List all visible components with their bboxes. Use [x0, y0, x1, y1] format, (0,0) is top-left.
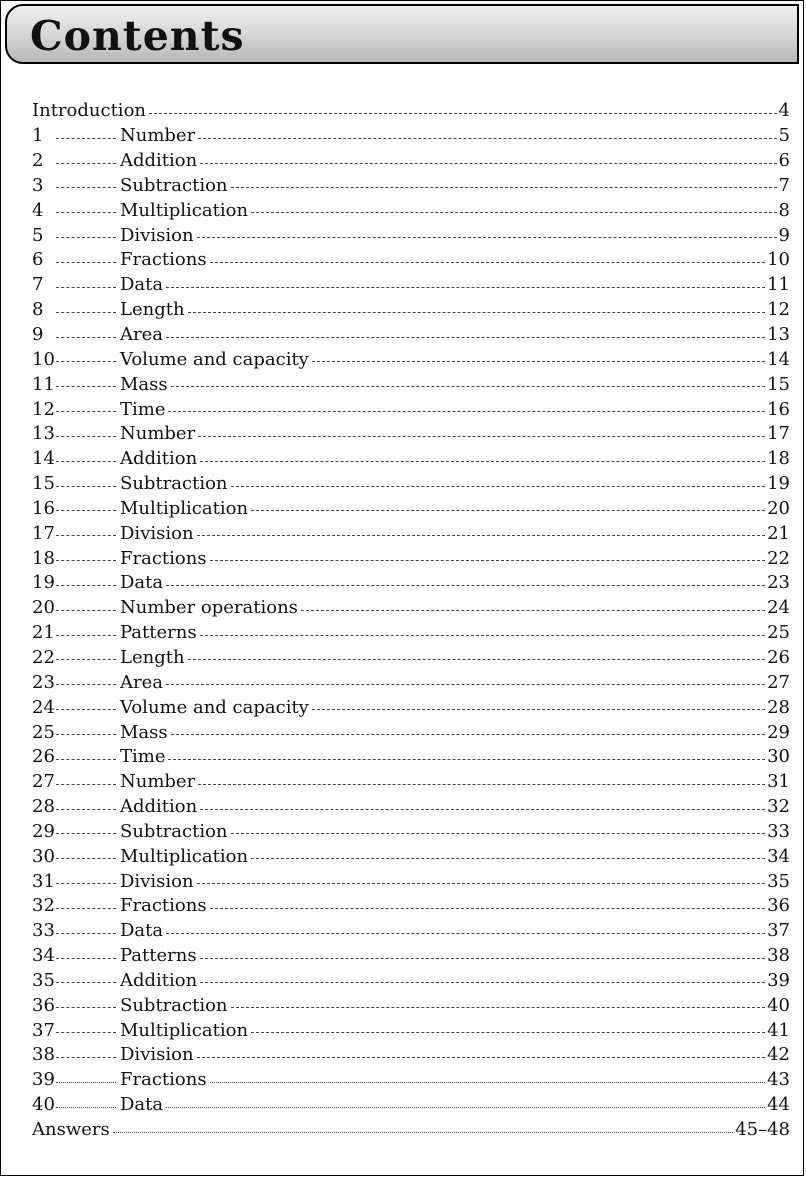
toc-page-number: 15 — [767, 373, 790, 395]
toc-entry-row[interactable] — [32, 819, 790, 844]
toc-entry-topic: Fractions — [120, 1069, 207, 1091]
toc-leader — [56, 386, 116, 387]
toc-leader — [56, 163, 116, 164]
toc-leader — [231, 1007, 766, 1008]
toc-entry-row[interactable] — [32, 298, 790, 323]
toc-leader — [200, 163, 776, 164]
toc-leader — [197, 1057, 766, 1058]
toc-entry-topic: Patterns — [120, 622, 197, 644]
toc-entry-topic: Number — [120, 125, 196, 147]
toc-entry-row[interactable] — [32, 1018, 790, 1043]
toc-entry-number: 29 — [32, 820, 55, 842]
toc-leader — [56, 1057, 116, 1058]
toc-entry-number: 28 — [32, 796, 55, 818]
toc-page-number: 32 — [767, 796, 790, 818]
toc-leader — [56, 858, 116, 859]
toc-entry-topic: Subtraction — [120, 994, 228, 1016]
toc-page-number: 9 — [778, 224, 790, 246]
toc-entry-number: 3 — [32, 174, 44, 196]
toc-leader — [200, 809, 765, 810]
toc-page-number: 14 — [767, 348, 790, 370]
toc-leader — [200, 461, 765, 462]
toc-entry-number: 19 — [32, 572, 55, 594]
toc-entry-number: 31 — [32, 870, 55, 892]
toc-leader — [166, 1107, 765, 1108]
title-banner — [5, 4, 799, 64]
toc-leader — [312, 361, 765, 362]
toc-entry-row[interactable] — [32, 1093, 790, 1118]
toc-entry-number: 30 — [32, 845, 55, 867]
toc-entry-number: 38 — [32, 1044, 55, 1066]
toc-entry-topic: Fractions — [120, 547, 207, 569]
toc-leader — [56, 337, 116, 338]
toc-leader — [56, 1107, 116, 1108]
toc-intro-label: Introduction — [32, 100, 146, 122]
toc-entry-topic: Addition — [120, 969, 198, 991]
toc-page-number: 7 — [778, 174, 790, 196]
toc-page-number: 23 — [767, 572, 790, 594]
toc-page-number: 21 — [767, 522, 790, 544]
toc-leader — [113, 1132, 733, 1133]
toc-leader — [231, 187, 777, 188]
toc-leader — [56, 734, 116, 735]
toc-entry-number: 34 — [32, 945, 55, 967]
toc-entry-number: 22 — [32, 646, 55, 668]
toc-leader — [166, 933, 765, 934]
toc-entry-topic: Fractions — [120, 895, 207, 917]
page-title: Contents — [30, 12, 245, 60]
toc-entry-number: 8 — [32, 299, 44, 321]
toc-leader — [168, 411, 765, 412]
toc-entry-row[interactable] — [32, 497, 790, 522]
toc-page-number: 10 — [767, 249, 790, 271]
toc-leader — [251, 1032, 765, 1033]
toc-leader — [166, 337, 765, 338]
toc-leader — [210, 908, 766, 909]
toc-leader — [56, 212, 116, 213]
toc-leader — [56, 560, 116, 561]
toc-entry-number: 37 — [32, 1019, 55, 1041]
toc-entry-topic: Subtraction — [120, 820, 228, 842]
toc-leader — [188, 312, 766, 313]
toc-entry-row[interactable] — [32, 447, 790, 472]
toc-entry-number: 14 — [32, 448, 55, 470]
toc-leader — [56, 709, 116, 710]
toc-leader — [166, 684, 765, 685]
toc-entry-number: 16 — [32, 497, 55, 519]
toc-entry-topic: Mass — [120, 373, 168, 395]
toc-entry-number: 32 — [32, 895, 55, 917]
toc-entry-row[interactable] — [32, 323, 790, 348]
toc-entry-topic: Multiplication — [120, 199, 249, 221]
toc-leader — [56, 187, 116, 188]
toc-leader — [56, 833, 116, 834]
toc-leader — [197, 883, 766, 884]
toc-answers-row[interactable] — [32, 1118, 790, 1143]
toc-entry-row[interactable] — [32, 770, 790, 795]
toc-page-number: 18 — [767, 448, 790, 470]
toc-page-number: 12 — [767, 299, 790, 321]
toc-entry-row[interactable] — [32, 174, 790, 199]
toc-entry-topic: Division — [120, 1044, 194, 1066]
toc-entry-topic: Volume and capacity — [120, 696, 309, 718]
toc-entry-number: 6 — [32, 249, 44, 271]
toc-page-number: 37 — [767, 920, 790, 942]
toc-page-number: 26 — [767, 646, 790, 668]
toc-leader — [56, 908, 116, 909]
toc-page-number: 27 — [767, 671, 790, 693]
toc-leader — [188, 659, 766, 660]
toc-entry-row[interactable] — [32, 198, 790, 223]
toc-leader — [56, 883, 116, 884]
toc-leader — [168, 759, 765, 760]
toc-entry-topic: Area — [120, 324, 163, 346]
toc-leader — [210, 262, 766, 263]
toc-leader — [198, 436, 765, 437]
toc-leader — [56, 809, 116, 810]
toc-page-number: 13 — [767, 324, 790, 346]
toc-entry-row[interactable] — [32, 596, 790, 621]
toc-page-number: 28 — [767, 696, 790, 718]
toc-entry-number: 7 — [32, 274, 44, 296]
toc-leader — [197, 535, 766, 536]
toc-entry-topic: Fractions — [120, 249, 207, 271]
toc-entry-topic: Multiplication — [120, 497, 249, 519]
toc-entry-topic: Subtraction — [120, 473, 228, 495]
toc-entry-topic: Data — [120, 274, 164, 296]
toc-leader — [312, 709, 765, 710]
toc-leader — [56, 262, 116, 263]
toc-page-number: 44 — [767, 1094, 790, 1116]
toc-entry-number: 27 — [32, 771, 55, 793]
toc-entry-row[interactable] — [32, 1068, 790, 1093]
toc-page-number: 22 — [767, 547, 790, 569]
toc-leader — [56, 684, 116, 685]
toc-page-number: 17 — [767, 423, 790, 445]
toc-leader — [231, 833, 766, 834]
toc-leader — [198, 784, 765, 785]
toc-entry-number: 20 — [32, 597, 55, 619]
toc-leader — [166, 287, 765, 288]
toc-entry-row[interactable] — [32, 969, 790, 994]
toc-answers-label: Answers — [32, 1119, 110, 1141]
toc-entry-topic: Time — [120, 398, 166, 420]
toc-intro-row[interactable] — [32, 99, 790, 124]
toc-page-number: 16 — [767, 398, 790, 420]
toc-page-number: 45–48 — [735, 1119, 790, 1141]
toc-entry-topic: Multiplication — [120, 845, 249, 867]
toc-entry-row[interactable] — [32, 422, 790, 447]
toc-leader — [56, 436, 116, 437]
toc-entry-row[interactable] — [32, 646, 790, 671]
toc-entry-row[interactable] — [32, 223, 790, 248]
toc-page-number: 42 — [767, 1044, 790, 1066]
toc-entry-row[interactable] — [32, 347, 790, 372]
toc-entry-row[interactable] — [32, 571, 790, 596]
toc-entry-topic: Addition — [120, 150, 198, 172]
toc-leader — [56, 411, 116, 412]
toc-entry-topic: Addition — [120, 796, 198, 818]
toc-page-number: 43 — [767, 1069, 790, 1091]
toc-page-number: 19 — [767, 473, 790, 495]
toc-leader — [56, 933, 116, 934]
toc-entry-number: 33 — [32, 920, 55, 942]
toc-entry-topic: Patterns — [120, 945, 197, 967]
toc-leader — [56, 486, 116, 487]
toc-page-number: 41 — [767, 1019, 790, 1041]
toc-leader — [197, 237, 777, 238]
toc-entry-number: 36 — [32, 994, 55, 1016]
toc-entry-topic: Division — [120, 224, 194, 246]
toc-entry-number: 9 — [32, 324, 44, 346]
toc-entry-topic: Division — [120, 870, 194, 892]
toc-entry-topic: Addition — [120, 448, 198, 470]
toc-leader — [56, 585, 116, 586]
toc-entry-row[interactable] — [32, 546, 790, 571]
toc-leader — [56, 361, 116, 362]
toc-leader — [210, 1082, 766, 1083]
toc-entry-topic: Volume and capacity — [120, 348, 309, 370]
toc-page-number: 4 — [778, 100, 790, 122]
toc-entry-number: 2 — [32, 150, 44, 172]
toc-page-number: 36 — [767, 895, 790, 917]
toc-leader — [56, 1007, 116, 1008]
toc-entry-row[interactable] — [32, 273, 790, 298]
toc-leader — [56, 461, 116, 462]
toc-entry-row[interactable] — [32, 149, 790, 174]
toc-leader — [56, 138, 116, 139]
toc-entry-topic: Division — [120, 522, 194, 544]
toc-entry-topic: Area — [120, 671, 163, 693]
toc-entry-number: 11 — [32, 373, 55, 395]
toc-entry-number: 26 — [32, 746, 55, 768]
toc-entry-row[interactable] — [32, 944, 790, 969]
toc-entry-row[interactable] — [32, 720, 790, 745]
toc-entry-row[interactable] — [32, 621, 790, 646]
toc-entry-number: 24 — [32, 696, 55, 718]
toc-page-number: 5 — [778, 125, 790, 147]
toc-entry-row[interactable] — [32, 795, 790, 820]
toc-entry-row[interactable] — [32, 372, 790, 397]
toc-entry-number: 4 — [32, 199, 44, 221]
toc-entry-number: 17 — [32, 522, 55, 544]
toc-page-number: 33 — [767, 820, 790, 842]
toc-page-number: 38 — [767, 945, 790, 967]
toc-page-number: 6 — [778, 150, 790, 172]
toc-entry-number: 18 — [32, 547, 55, 569]
toc-leader — [210, 560, 766, 561]
toc-page-number: 11 — [767, 274, 790, 296]
toc-entry-topic: Length — [120, 646, 185, 668]
toc-leader — [56, 1082, 116, 1083]
toc-leader — [56, 510, 116, 511]
toc-leader — [56, 759, 116, 760]
toc-page-number: 34 — [767, 845, 790, 867]
toc-entry-topic: Multiplication — [120, 1019, 249, 1041]
toc-entry-number: 39 — [32, 1069, 55, 1091]
toc-leader — [251, 510, 765, 511]
toc-entry-number: 1 — [32, 125, 44, 147]
toc-entry-topic: Data — [120, 920, 164, 942]
toc-leader — [56, 287, 116, 288]
toc-entry-number: 12 — [32, 398, 55, 420]
toc-entry-topic: Number operations — [120, 597, 298, 619]
toc-leader — [56, 982, 116, 983]
toc-entry-topic: Number — [120, 771, 196, 793]
toc-entry-number: 10 — [32, 348, 55, 370]
toc-leader — [301, 610, 765, 611]
toc-leader — [251, 212, 777, 213]
toc-entry-topic: Number — [120, 423, 196, 445]
toc-leader — [56, 1032, 116, 1033]
toc-entry-topic: Subtraction — [120, 174, 228, 196]
toc-entry-topic: Mass — [120, 721, 168, 743]
toc-page-number: 25 — [767, 622, 790, 644]
toc-leader — [56, 312, 116, 313]
table-of-contents — [32, 99, 790, 1142]
toc-leader — [171, 734, 765, 735]
toc-leader — [56, 535, 116, 536]
toc-entry-number: 13 — [32, 423, 55, 445]
toc-entry-row[interactable] — [32, 521, 790, 546]
toc-leader — [56, 784, 116, 785]
toc-entry-row[interactable] — [32, 1043, 790, 1068]
toc-leader — [200, 982, 765, 983]
toc-entry-number: 5 — [32, 224, 44, 246]
toc-entry-number: 23 — [32, 671, 55, 693]
toc-page-number: 35 — [767, 870, 790, 892]
toc-entry-number: 35 — [32, 969, 55, 991]
toc-leader — [56, 237, 116, 238]
toc-entry-topic: Data — [120, 1094, 164, 1116]
toc-entry-row[interactable] — [32, 124, 790, 149]
toc-entry-row[interactable] — [32, 397, 790, 422]
toc-leader — [56, 635, 116, 636]
toc-entry-number: 25 — [32, 721, 55, 743]
toc-leader — [56, 610, 116, 611]
toc-leader — [56, 958, 116, 959]
toc-page-number: 31 — [767, 771, 790, 793]
toc-page-number: 20 — [767, 497, 790, 519]
toc-page-number: 8 — [778, 199, 790, 221]
toc-entry-row[interactable] — [32, 844, 790, 869]
toc-entry-row[interactable] — [32, 894, 790, 919]
toc-entry-row[interactable] — [32, 695, 790, 720]
toc-page-number: 30 — [767, 746, 790, 768]
toc-leader — [198, 138, 776, 139]
toc-leader — [231, 486, 766, 487]
toc-entry-topic: Time — [120, 746, 166, 768]
toc-leader — [200, 635, 766, 636]
toc-leader — [200, 958, 766, 959]
toc-entry-number: 40 — [32, 1094, 55, 1116]
toc-page-number: 40 — [767, 994, 790, 1016]
toc-entry-row[interactable] — [32, 670, 790, 695]
toc-page-number: 29 — [767, 721, 790, 743]
toc-leader — [251, 858, 765, 859]
toc-leader — [166, 585, 765, 586]
toc-entry-topic: Length — [120, 299, 185, 321]
toc-entry-row[interactable] — [32, 248, 790, 273]
toc-entry-number: 15 — [32, 473, 55, 495]
toc-entry-row[interactable] — [32, 745, 790, 770]
toc-entry-row[interactable] — [32, 869, 790, 894]
toc-entry-topic: Data — [120, 572, 164, 594]
toc-page-number: 39 — [767, 969, 790, 991]
toc-leader — [171, 386, 765, 387]
toc-entry-row[interactable] — [32, 472, 790, 497]
toc-entry-number: 21 — [32, 622, 55, 644]
toc-entry-row[interactable] — [32, 919, 790, 944]
toc-leader — [149, 113, 777, 114]
toc-page-number: 24 — [767, 597, 790, 619]
toc-entry-row[interactable] — [32, 993, 790, 1018]
toc-leader — [56, 659, 116, 660]
